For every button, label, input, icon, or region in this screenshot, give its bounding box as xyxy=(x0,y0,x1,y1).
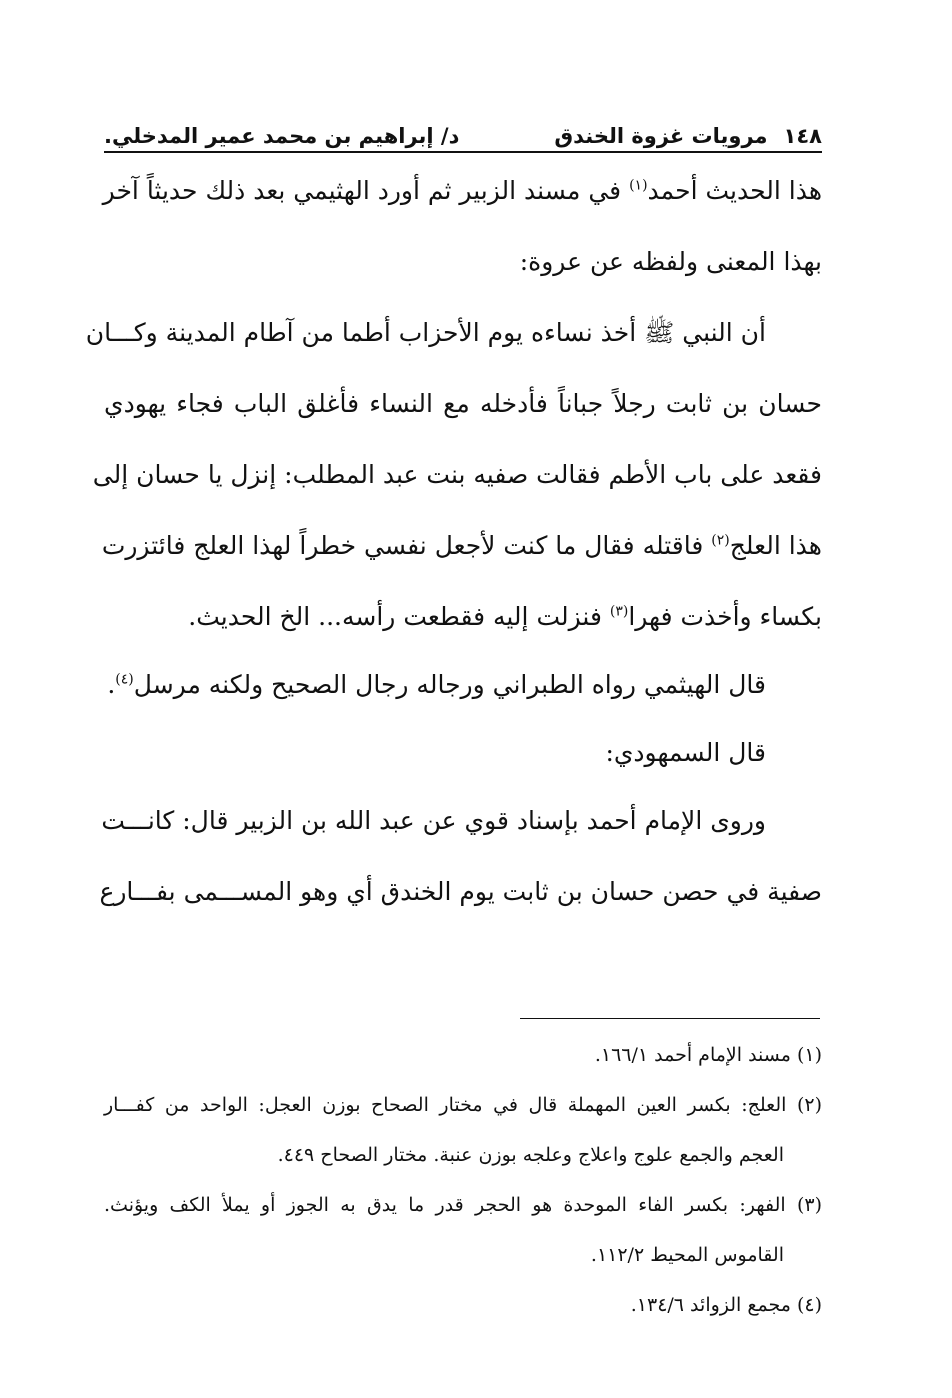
book-title: مرويات غزوة الخندق xyxy=(554,124,768,148)
footnote-separator xyxy=(520,1018,820,1019)
footnote-ref-1[interactable]: (١) xyxy=(629,177,648,194)
text-line-8: قال الهيثمي رواه الطبراني ورجاله رجال الصحيح ولكنه مرسل$^{(٤)}$. xyxy=(107,670,766,699)
text-line-10: وروى الإمام أحمد بإسناد قوي عن عبد الله بن الزبير قال: كانـــت xyxy=(101,806,766,835)
text-line-2: بهذا المعنى ولفظه عن عروة: xyxy=(519,247,822,276)
text-line-1: هذا الحديث أحمد$^{(١)}$ في مسند الزبير ثم أورد الهثيمي بعد ذلك حديثاً آخر xyxy=(102,176,822,205)
page-number: ١٤٨ xyxy=(783,124,822,148)
header-title-group xyxy=(554,124,822,148)
footnote-ref-3[interactable]: (٣) xyxy=(609,603,629,620)
footnotes xyxy=(104,1030,822,1330)
text-line-11: صفية في حصن حسان بن ثابت يوم الخندق أي وهو المســـمى بفـــارع xyxy=(99,877,822,906)
text-line-9: قال السمهودي: xyxy=(605,738,766,767)
footnote-2-continued: العجم والجمع علوج واعلاج وعلجه بوزن عنبة. مختار الصحاح ٤٤٩. xyxy=(277,1144,784,1166)
header-rule xyxy=(104,151,822,153)
text-line-4: حسان بن ثابت رجلاً جباناً فأدخله مع النساء فأغلق الباب فجاء يهودي xyxy=(104,389,822,418)
main-text xyxy=(85,160,822,932)
text-line-5: فقعد على باب الأطم فقالت صفيه بنت عبد المطلب: إنزل يا حسان إلى xyxy=(92,460,822,489)
footnote-ref-2[interactable]: (٢) xyxy=(711,532,730,549)
footnote-4: (٤) مجمع الزوائد ١٣٤/٦. xyxy=(630,1294,822,1316)
footnote-3-continued: القاموس المحيط ١١٢/٢. xyxy=(590,1244,784,1266)
text-line-6: هذا العلج$^{(٢)}$ فاقتله فقال ما كنت لأجعل نفسي خطراً لهذا العلج فائتزرت xyxy=(101,531,822,560)
footnote-3: (٣) الفهر: بكسر الفاء الموحدة هو الحجر قدر ما يدق به الجوز أو يملأ الكف ويؤنث. xyxy=(104,1194,822,1216)
footnote-ref-4[interactable]: (٤) xyxy=(115,671,134,688)
text-line-3: أن النبي ﷺ أخذ نساءه يوم الأحزاب أطما من آطام المدينة وكـــان xyxy=(85,318,766,347)
footnote-1: (١) مسند الإمام أحمد ١٦٦/١. xyxy=(594,1044,822,1066)
running-header xyxy=(104,112,822,148)
footnote-2: (٢) العلج: بكسر العين المهملة قال في مختار الصحاح بوزن العجل: الواحد من كفـــار xyxy=(104,1094,822,1116)
text-line-7: بكساء وأخذت فهرا$^{(٣)}$ فنزلت إليه فقطعت رأسه... الخ الحديث. xyxy=(188,602,822,631)
author-name: د/ إبراهيم بن محمد عمير المدخلي. xyxy=(104,124,460,148)
